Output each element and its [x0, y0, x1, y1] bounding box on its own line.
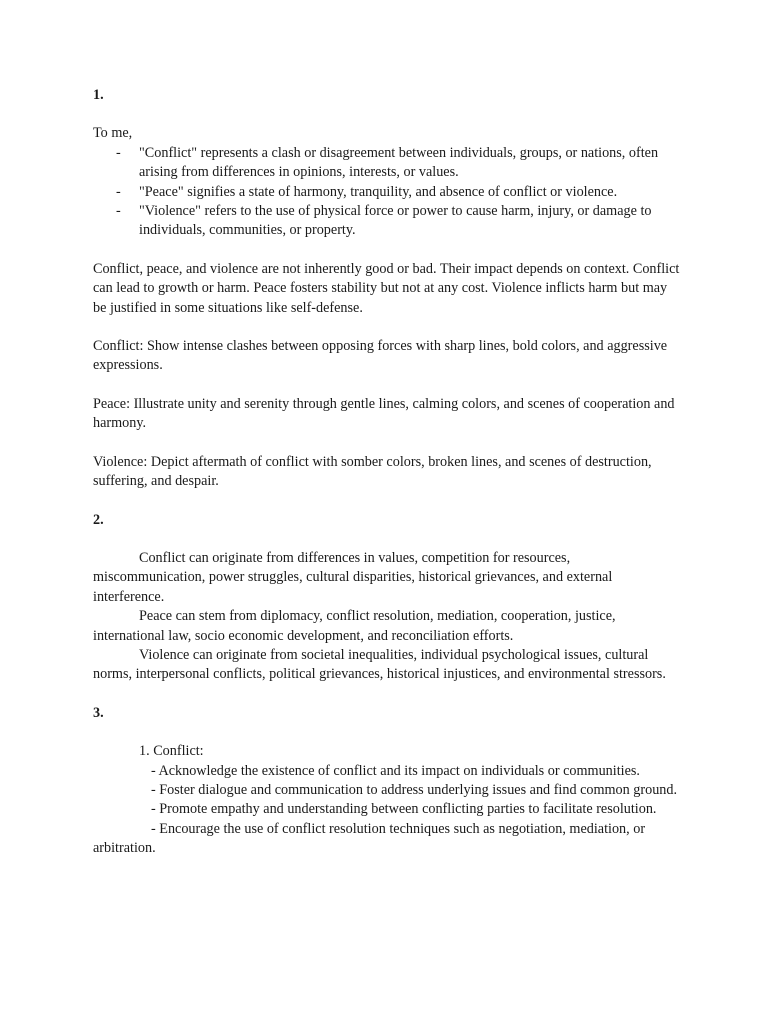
paragraph: Peace can stem from diplomacy, conflict resolution, mediation, cooperation, justice, international law, socio economic development, and reconciliation efforts. [93, 608, 616, 644]
paragraph: Violence can originate from societal inequalities, individual psychological issues, cultural norms, interpersonal conflicts, political grievances, historical injustices, and environmental stressors. [93, 646, 666, 683]
list-item [93, 144, 683, 183]
list-item: - Promote empathy and understanding between conflicting parties to facilitate resolution. [151, 801, 657, 818]
definitions-list [93, 144, 683, 241]
paragraph: Conflict: Show intense clashes between opposing forces with sharp lines, bold colors, and aggressive expressions. [93, 338, 668, 374]
paragraph: Violence: Depict aftermath of conflict with somber colors, broken lines, and scenes of destruction, suffering, and despair. [93, 453, 652, 490]
section-2-heading: 2. [93, 511, 104, 528]
bullet-text: "Conflict" represents a clash or disagreement between individuals, groups, or nations, often arising from differences in opinions, interests, or values. [139, 144, 659, 181]
section-3-heading: 3. [93, 704, 104, 721]
section-1-heading: 1. [93, 87, 104, 103]
bullet-dash: - [116, 203, 121, 220]
list-item: - Foster dialogue and communication to address underlying issues and find common ground. [151, 781, 678, 798]
bullet-text: "Peace" signifies a state of harmony, tranquility, and absence of conflict or violence. [139, 183, 618, 200]
section-3-subheading: 1. Conflict: [139, 743, 204, 760]
bullet-dash: - [116, 144, 121, 161]
list-item: - Acknowledge the existence of conflict and its impact on individuals or communities. [151, 762, 640, 779]
section-1-intro: To me, [93, 125, 133, 142]
bullet-dash: - [116, 183, 121, 200]
document-page [93, 86, 683, 859]
paragraph: Conflict can originate from differences in values, competition for resources, miscommunication, power struggles, cultural disparities, historical grievances, and external interference. [93, 549, 613, 605]
list-item: - Encourage the use of conflict resolution techniques such as negotiation, mediation, or arbitration. [93, 820, 646, 857]
bullet-text: "Violence" refers to the use of physical force or power to cause harm, injury, or damage to individuals, communities, or property. [139, 203, 652, 239]
list-item [93, 202, 683, 241]
paragraph: Conflict, peace, and violence are not inherently good or bad. Their impact depends on context. Conflict can lead to growth or harm. Peace fosters stability but not at any cost. Violence inflicts harm but may be justified in some situations like self-defense. [93, 260, 680, 316]
paragraph: Peace: Illustrate unity and serenity through gentle lines, calming colors, and scenes of cooperation and harmony. [93, 395, 675, 432]
list-item [93, 183, 683, 202]
